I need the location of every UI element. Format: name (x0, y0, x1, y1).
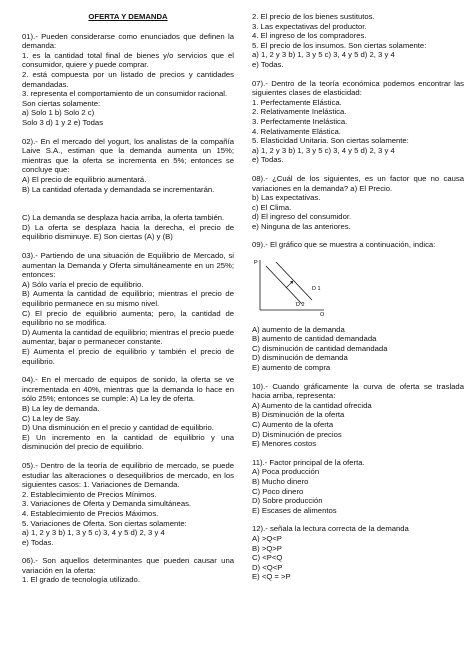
question-line: E) Un incremento en la cantidad de equilibrio y una disminución del precio de equilibrio. (22, 432, 234, 452)
demand-shift-graph (252, 256, 332, 316)
question-line: D) Aumenta la cantidad de equilibrio; mientras el precio puede aumentar, bajar o permanecer constante. (22, 327, 234, 347)
question-line: 3. Perfectamente Inelástica. (252, 116, 348, 126)
question-line: 1. Perfectamente Elástica. (252, 97, 342, 107)
question-line: A) Aumento de la cantidad ofrecida (252, 400, 372, 410)
question-line: Son ciertas solamente: (22, 98, 101, 108)
question-q2 (22, 137, 234, 243)
question-line: B) Aumenta la cantidad de equilibrio; mientras el precio de equilibrio permanece en su mismo nivel. (22, 289, 234, 309)
question-line: C) <P<Q (252, 553, 283, 563)
question-line: 2. está compuesta por un listado de precios y cantidades demandadas. (22, 69, 234, 89)
question-line: A) >Q<P (252, 533, 282, 543)
label-d1: D 1 (312, 286, 321, 293)
question-line: 08).- ¿Cuál de los siguientes, es un factor que no causa variaciones en la demanda? a) El Precio. (252, 173, 464, 193)
question-line: B) >Q>P (252, 543, 282, 553)
question-line: 1. es la cantidad total final de bienes y/o servicios que el consumidor, quiere y puede comprar. (22, 50, 234, 70)
axis-label-p: P (254, 260, 258, 267)
question-line: 03).- Partiendo de una situación de Equilibrio de Mercado, si aumentan la Demanda y Oferta simultáneamente en un 25%; entonces: (22, 251, 234, 280)
question-q6 (22, 556, 234, 585)
question-line: C) La ley de Say. (22, 413, 81, 423)
question-line: B) La cantidad ofertada y demandada se incrementarán. (22, 184, 215, 194)
question-q12 (252, 524, 464, 582)
question-line: 12).- señala la lectura correcta de la demanda (252, 524, 409, 534)
question-line: B) Mucho dinero (252, 476, 309, 486)
question-line: a) 1, 2 y 3 b) 1, 3 y 5 c) 3, 4 y 5 d) 2, 3 y 4 (252, 50, 395, 60)
question-line: A) aumento de la demanda (252, 324, 345, 334)
question-line: 3. Variaciones de Oferta y Demanda simultáneas. (22, 499, 192, 509)
question-line: 05).- Dentro de la teoría de equilibrio de mercado, se puede estudiar las alteraciones o desequilibrios de mercado, en los siguientes casos: 1. Variaciones de Demanda. (22, 460, 234, 490)
question-line: E) aumento de compra (252, 363, 331, 373)
question-line: E) Aumenta el precio de equilibrio y también el precio de equilibrio. (22, 347, 234, 366)
question-q10 (252, 382, 464, 449)
axis-label-q: Q (320, 312, 325, 317)
question-line: 10).- Cuando gráficamente la curva de oferta se traslada hacia arriba, representa: (252, 381, 464, 401)
question-q1 (22, 32, 234, 128)
question-line: B) La ley de demanda. (22, 403, 100, 413)
question-line: B) aumento de cantidad demandada (252, 334, 377, 344)
question-line (22, 204, 234, 214)
question-line: E) Escases de alimentos (252, 505, 337, 515)
question-line: D) Sobre producción (252, 496, 323, 506)
question-line: 2. Establecimiento de Precios Mínimos. (22, 489, 157, 499)
question-line: D) <Q<P (252, 562, 283, 572)
question-q6b (252, 12, 464, 70)
question-line: 5. Elasticidad Unitaria. Son ciertas solamente: (252, 136, 409, 146)
question-q3 (22, 251, 234, 366)
demand-curve-2 (266, 266, 302, 304)
question-line: 1. El grado de tecnología utilizado. (22, 575, 140, 585)
question-line: e) Ninguna de las anteriores. (252, 221, 351, 231)
left-column (22, 12, 234, 594)
question-line: D) disminución de demanda (252, 353, 348, 363)
question-line: a) 1, 2 y 3 b) 1, 3 y 5 c) 3, 4 y 5 d) 2, 3 y 4 (252, 145, 395, 155)
question-line: A) Poca producción (252, 467, 320, 477)
question-q4 (22, 375, 234, 452)
question-line: 01).- Pueden considerarse como enunciados que definen la demanda: (22, 31, 234, 51)
question-line: e) Todas. (22, 537, 54, 547)
question-line: A) Sólo varía el precio de equilibrio. (22, 279, 144, 289)
question-line: E) Menores costos (252, 439, 317, 449)
question-line: c) El Clima. (252, 202, 292, 212)
question-line: C) El precio de equilibrio aumenta; pero, la cantidad de equilibrio no se modifica. (22, 308, 234, 328)
question-line: 5. El precio de los insumos. Son ciertas solamente: (252, 40, 427, 50)
question-line: 5. Variaciones de Oferta. Son ciertas solamente: (22, 518, 187, 528)
question-line: e) Todas. (252, 59, 284, 69)
label-d2: D 2 (296, 302, 305, 309)
question-line: 11).- Factor principal de la oferta. (252, 457, 365, 467)
question-line: B) Disminución de la oferta (252, 410, 345, 420)
question-line: a) 1, 2 y 3 b) 1, 3 y 5 c) 3, 4 y 5 d) 2, 3 y 4 (22, 528, 165, 538)
question-line: d) El ingreso del consumidor. (252, 212, 352, 222)
question-line: 02).- En el mercado del yogurt, los analistas de la compañía Laive S.A., estiman que la demanda aumenta un 15%; mientras que la oferta se incrementa en 5%; entonces se concluye que: (22, 136, 234, 175)
question-q8 (252, 174, 464, 232)
question-line: D) Una disminución en el precio y cantidad de equilibrio. (22, 423, 214, 433)
right-column (252, 12, 464, 591)
question-line: 4. Relativamente Elástica. (252, 126, 341, 136)
question-line (22, 194, 234, 204)
page-title: OFERTA Y DEMANDA (88, 12, 168, 21)
question-line: 3. Las expectativas del productor. (252, 21, 367, 31)
question-line: 3. representa el comportamiento de un consumidor racional. (22, 89, 228, 99)
question-line: C) Poco dinero (252, 486, 304, 496)
question-line: a) Solo 1 b) Solo 2 c) (22, 108, 95, 118)
question-line: e) Todas. (252, 155, 284, 165)
question-line: Solo 3 d) 1 y 2 e) Todas (22, 117, 104, 127)
question-line: 2. Relativamente Inelástica. (252, 107, 347, 117)
question-q5 (22, 461, 234, 547)
question-line: D) La oferta se desplaza hacia la derecha, el precio de equilibrio disminuye. E) Son ciertas (A) y (B) (22, 222, 234, 242)
question-line: A) El precio de equilibrio aumentará. (22, 174, 147, 184)
question-q11 (252, 458, 464, 516)
question-line: C) Aumento de la oferta (252, 420, 334, 429)
question-line: 4. Establecimiento de Precios Máximos. (22, 508, 159, 518)
question-line: b) Las expectativas. (252, 193, 321, 203)
question-line: 04).- En el mercado de equipos de sonido, la oferta se ve incrementada en 40%, mientras que la demanda lo hace en sólo 25%; entonces se cumple: A) La ley de oferta. (22, 375, 234, 404)
question-line: C) disminución de cantidad demandada (252, 343, 388, 353)
question-line: D) Disminución de precios (252, 429, 342, 439)
demand-curve-1 (276, 262, 312, 300)
question-line: 4. El ingreso de los compradores. (252, 31, 367, 41)
question-line: E) <Q = >P (252, 572, 291, 582)
question-line: C) La demanda se desplaza hacia arriba, la oferta también. (22, 213, 225, 223)
question-line: 07).- Dentro de la teoría económica podemos encontrar las siguientes clases de elasticidad: (252, 78, 464, 98)
graph-container (252, 256, 464, 319)
question-q7 (252, 79, 464, 165)
question-q9 (252, 240, 464, 372)
question-line: 06).- Son aquellos determinantes que pueden causar una variación en la oferta: (22, 556, 234, 575)
question-line: 09).- El gráfico que se muestra a continuación, indica: (252, 240, 436, 250)
question-line: 2. El precio de los bienes sustitutos. (252, 12, 375, 21)
